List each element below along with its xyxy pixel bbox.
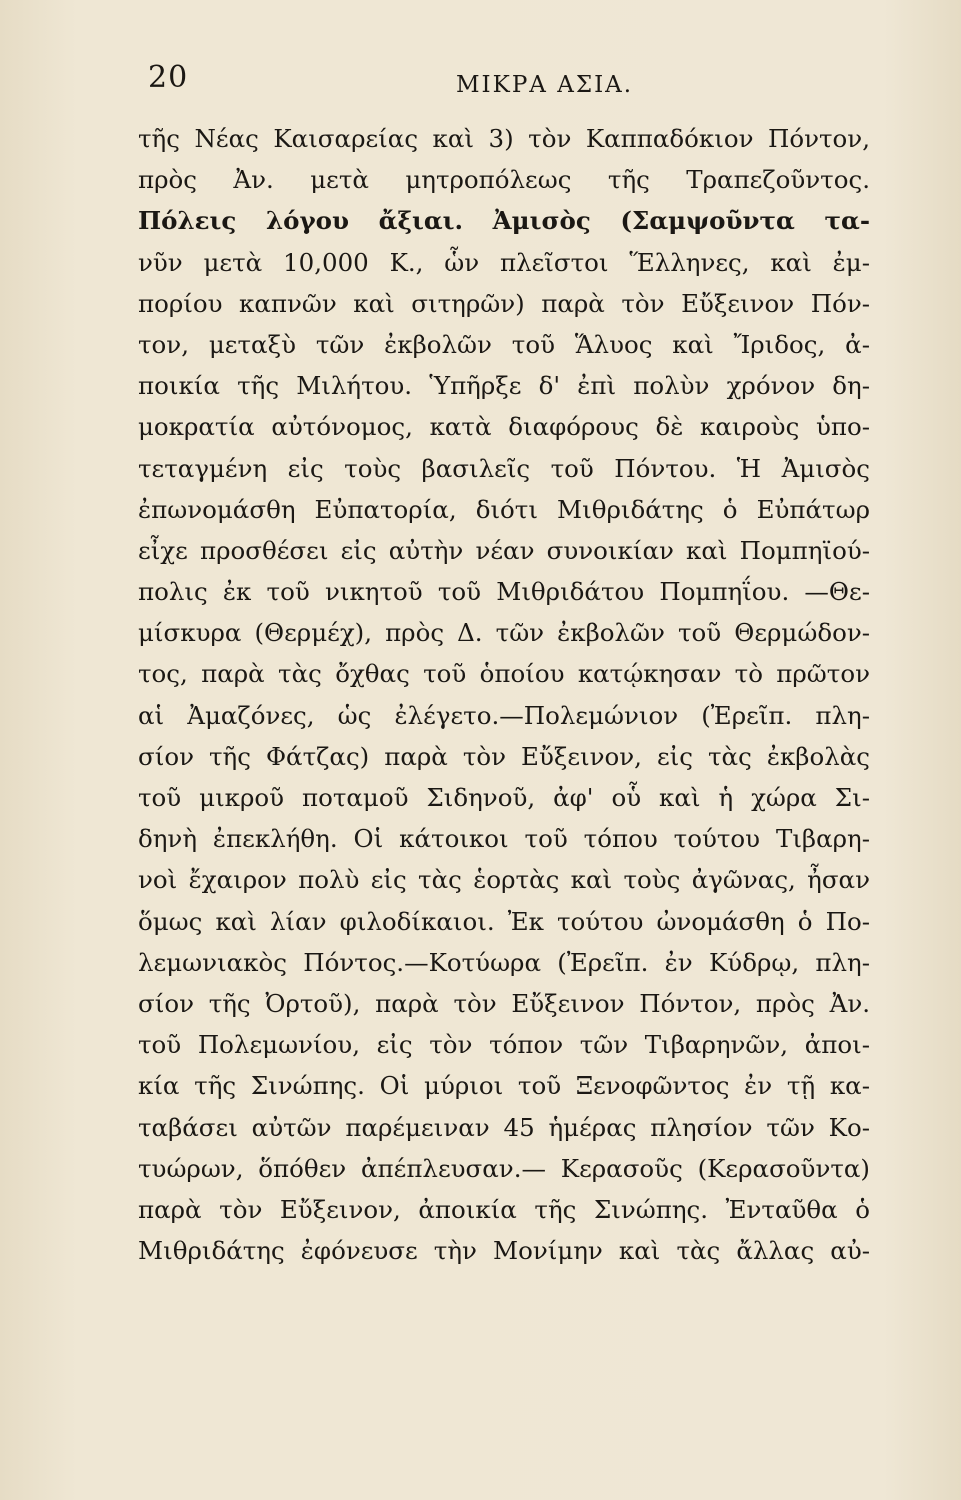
text-line: τεταγμένη εἰς τοὺς βασιλεῖς τοῦ Πόντου. Ἡ Ἀμισὸς [138, 453, 870, 483]
text-line: ὅμως καὶ λίαν φιλοδίκαιοι. Ἐκ τούτου ὠνομάσθη ὁ Πο- [138, 906, 870, 936]
page-header [0, 60, 961, 110]
text-line: παρὰ τὸν Εὔξεινον, ἀποικία τῆς Σινώπης. Ἐνταῦθα ὁ [138, 1194, 870, 1224]
running-title: ΜΙΚΡΑ ΑΣΙΑ. [456, 72, 634, 98]
text-line: εἶχε προσθέσει εἰς αὐτὴν νέαν συνοικίαν καὶ Πομπηϊού- [138, 535, 870, 565]
text-line: σίον τῆς Φάτζας) παρὰ τὸν Εὔξεινον, εἰς τὰς ἐκβολὰς [138, 741, 870, 771]
text-line: μοκρατία αὐτόνομος, κατὰ διαφόρους δὲ καιροὺς ὑπο- [138, 412, 870, 442]
text-line: ποικία τῆς Μιλήτου. Ὑπῆρξε δ' ἐπὶ πολὺν χρόνον δη- [138, 371, 870, 401]
text-line: μίσκυρα (Θερμέχ), πρὸς Δ. τῶν ἐκβολῶν τοῦ Θερμώδον- [138, 618, 870, 648]
text-line: τοῦ Πολεμωνίου, εἰς τὸν τόπον τῶν Τιβαρηνῶν, ἀποι- [138, 1030, 870, 1060]
text-line: πολις ἐκ τοῦ νικητοῦ τοῦ Μιθριδάτου Πομπηΐου. —Θε- [138, 577, 870, 607]
page-number: 20 [148, 60, 189, 95]
text-line: κία τῆς Σινώπης. Οἱ μύριοι τοῦ Ξενοφῶντος ἐν τῇ κα- [138, 1071, 870, 1101]
text-line: νῦν μετὰ 10,000 Κ., ὧν πλεῖστοι Ἕλληνες, καὶ ἐμ- [138, 247, 870, 277]
body-text [138, 118, 870, 1271]
text-line: σίον τῆς Ὀρτοῦ), παρὰ τὸν Εὔξεινον Πόντον, πρὸς Ἀν. [138, 988, 870, 1018]
text-line: λεμωνιακὸς Πόντος.—Κοτύωρα (Ἐρεῖπ. ἐν Κύδρῳ, πλη- [138, 947, 870, 977]
text-line: Πόλεις λόγου ἄξιαι. Ἀμισὸς (Σαμψοῦντα τα- [138, 206, 870, 236]
text-line: πορίου καπνῶν καὶ σιτηρῶν) παρὰ τὸν Εὔξεινον Πόν- [138, 288, 870, 318]
text-line: ἐπωνομάσθη Εὐπατορία, διότι Μιθριδάτης ὁ Εὐπάτωρ [138, 494, 870, 524]
text-line: τυώρων, ὅπόθεν ἀπέπλευσαν.— Κερασοῦς (Κερασοῦντα) [138, 1153, 870, 1183]
text-line: τοῦ μικροῦ ποταμοῦ Σιδηνοῦ, ἀφ' οὗ καὶ ἡ χώρα Σι- [138, 783, 870, 812]
text-line: πρὸς Ἀν. μετὰ μητροπόλεως τῆς Τραπεζοῦντος. [138, 165, 870, 195]
text-line: τος, παρὰ τὰς ὄχθας τοῦ ὁποίου κατῴκησαν τὸ πρῶτον [138, 659, 870, 689]
text-line: τον, μεταξὺ τῶν ἐκβολῶν τοῦ Ἅλυος καὶ Ἴριδος, ἀ- [138, 329, 870, 359]
text-line: αἱ Ἀμαζόνες, ὡς ἐλέγετο.—Πολεμώνιον (Ἐρεῖπ. πλη- [138, 700, 870, 730]
text-line: νοὶ ἔχαιρον πολὺ εἰς τὰς ἑορτὰς καὶ τοὺς ἀγῶνας, ἦσαν [138, 865, 870, 895]
text-line: ταβάσει αὐτῶν παρέμειναν 45 ἡμέρας πλησίον τῶν Κο- [138, 1112, 870, 1142]
text-line: Μιθριδάτης ἐφόνευσε τὴν Μονίμην καὶ τὰς ἄλλας αὐ- [138, 1236, 870, 1266]
text-line: δηνὴ ἐπεκλήθη. Οἱ κάτοικοι τοῦ τόπου τούτου Τιβαρη- [138, 824, 870, 854]
text-line: τῆς Νέας Καισαρείας καὶ 3) τὸν Καππαδόκιον Πόντον, [138, 124, 870, 153]
